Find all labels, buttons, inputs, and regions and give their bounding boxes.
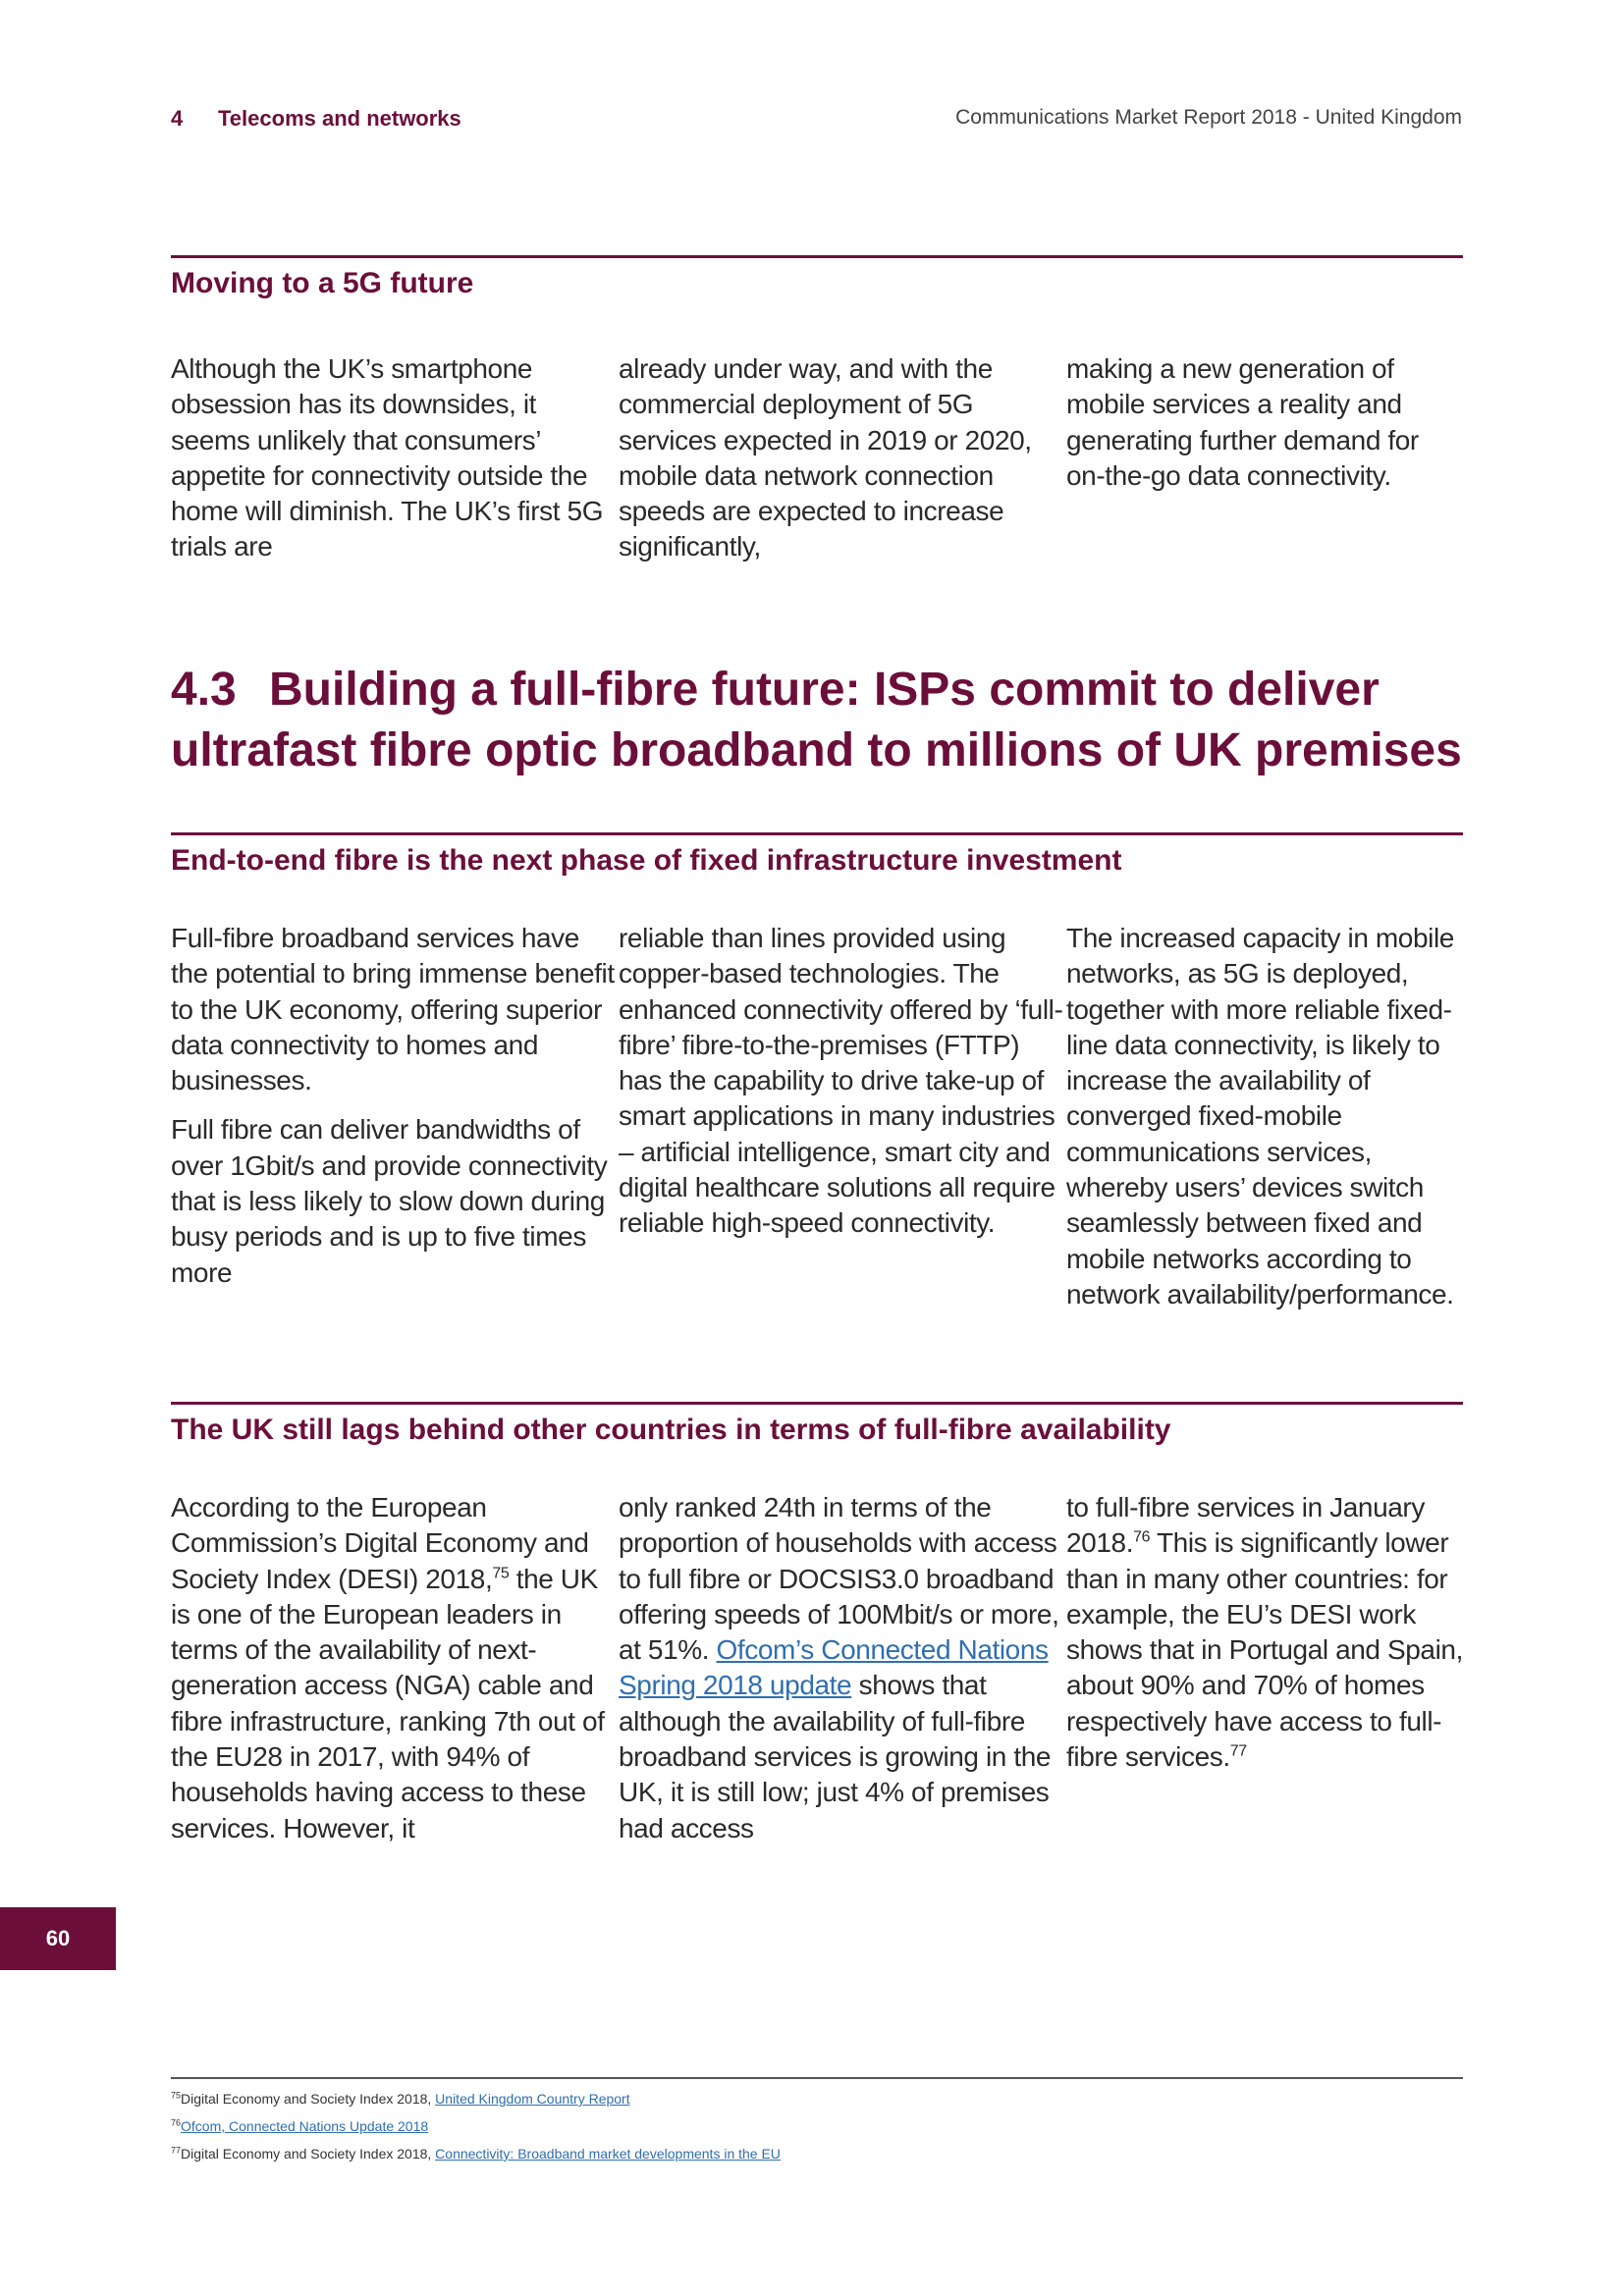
chapter-number: 4: [171, 106, 184, 131]
paragraph: Full fibre can deliver bandwidths of over 1Gbit/s and provide connectivity that is less likely to slow down during busy periods and is up to five times more: [171, 1114, 608, 1288]
body-column-3: [1066, 351, 1463, 565]
footnote: $^{75}$Digital Economy and Society Index 2018, United Kingdom Country Report: [171, 2090, 630, 2107]
section-divider: [171, 1402, 1463, 1405]
page-number: 60: [0, 1907, 116, 1970]
footnote-ref: 77: [1229, 1742, 1247, 1760]
footnote-link[interactable]: Connectivity: Broadband market developments in the EU: [435, 2146, 781, 2162]
section-heading: [171, 660, 1477, 781]
connected-nations-link[interactable]: Ofcom’s Connected Nations Spring 2018 update: [619, 1634, 1049, 1701]
paragraph: Full-fibre broadband services have the potential to bring immense benefit to the UK economy, offering superior data connectivity to homes and businesses.: [171, 923, 615, 1096]
paragraph: to full-fibre services in January 2018.76 This is significantly lower than in many other countries: for example, the EU’s DESI work shows that in Portugal and Spain, about 90% and 70% of homes respectively have access to full-fibre services.$^{77}$: [1066, 1492, 1463, 1773]
body-column-2: [619, 921, 1066, 1312]
footnote-link[interactable]: Ofcom, Connected Nations Update 2018: [181, 2118, 429, 2134]
section-lags-body: [171, 1490, 1463, 1846]
body-column-3: [1066, 921, 1463, 1312]
paragraph: reliable than lines provided using copper-based technologies. The enhanced connectivity offered by ‘full-fibre’ fibre-to-the-premises (FTTP) has the capability to drive take-up of smart applications in many industries – artificial intelligence, smart city and digital healthcare solutions all require reliable high-speed connectivity.: [619, 923, 1063, 1239]
section-heading-title: Building a full-fibre future: ISPs commit to deliver ultrafast fibre optic broadband to millions of UK premises: [171, 664, 1462, 776]
section-5g-body: [171, 351, 1463, 565]
footnote-divider: [171, 2077, 1463, 2079]
body-column-2: [619, 1490, 1066, 1846]
paragraph: According to the European Commission’s Digital Economy and Society Index (DESI) 2018,75 the UK is one of the European leaders in terms of the availability of next-generation access (NGA) cable and fibre infrastructure, ranking 7th out of the EU28 in 2017, with 94% of households having access to these services. However, it: [171, 1492, 605, 1843]
footnote: $^{77}$Digital Economy and Society Index 2018, Connectivity: Broadband market developments in the EU: [171, 2145, 781, 2162]
footnote-ref: 75: [492, 1565, 510, 1582]
paragraph: only ranked 24th in terms of the proportion of households with access to full fibre or DOCSIS3.0 broadband offering speeds of 100Mbit/s or more, at 51%. Ofcom’s Connected Nations Spring 2018 update shows that although the availability of full-fibre broadband services is growing in the UK, it is still low; just 4% of premises had access: [619, 1492, 1059, 1843]
running-header: [171, 106, 1462, 135]
report-title: Communications Market Report 2018 - United Kingdom: [955, 106, 1462, 129]
paragraph: making a new generation of mobile services a reality and generating further demand for on-the-go data connectivity.: [1066, 353, 1419, 491]
footnote: $^{76}$Ofcom, Connected Nations Update 2018: [171, 2117, 429, 2134]
paragraph: already under way, and with the commercial deployment of 5G services expected in 2019 or 2020, mobile data network connection speeds are expected to increase significantly,: [619, 353, 1032, 562]
section-title-fibre: End-to-end fibre is the next phase of fixed infrastructure investment: [171, 844, 1122, 877]
section-fibre-body: [171, 921, 1463, 1312]
section-divider: [171, 255, 1463, 258]
section-number: 4.3: [171, 664, 237, 716]
footnotes: [171, 2085, 1463, 2167]
section-title-5g: Moving to a 5G future: [171, 267, 474, 299]
body-column-1: [171, 1490, 619, 1846]
paragraph: Although the UK’s smartphone obsession has its downsides, it seems unlikely that consumers’ appetite for connectivity outside the home will diminish. The UK’s first 5G trials are: [171, 353, 604, 562]
body-column-1: [171, 351, 619, 565]
footnote-ref: 76: [1133, 1528, 1151, 1546]
body-column-1: [171, 921, 619, 1312]
footnote-link[interactable]: United Kingdom Country Report: [435, 2091, 630, 2107]
section-divider: [171, 832, 1463, 835]
body-column-3: [1066, 1490, 1463, 1846]
chapter-title: Telecoms and networks: [218, 106, 461, 131]
body-column-2: [619, 351, 1066, 565]
section-title-lags: The UK still lags behind other countries in terms of full-fibre availability: [171, 1414, 1171, 1446]
paragraph: The increased capacity in mobile networks, as 5G is deployed, together with more reliable fixed-line data connectivity, is likely to increase the availability of converged fixed-mobile communications services, whereby users’ devices switch seamlessly between fixed and mobile networks according to network availability/performance.: [1066, 923, 1454, 1309]
